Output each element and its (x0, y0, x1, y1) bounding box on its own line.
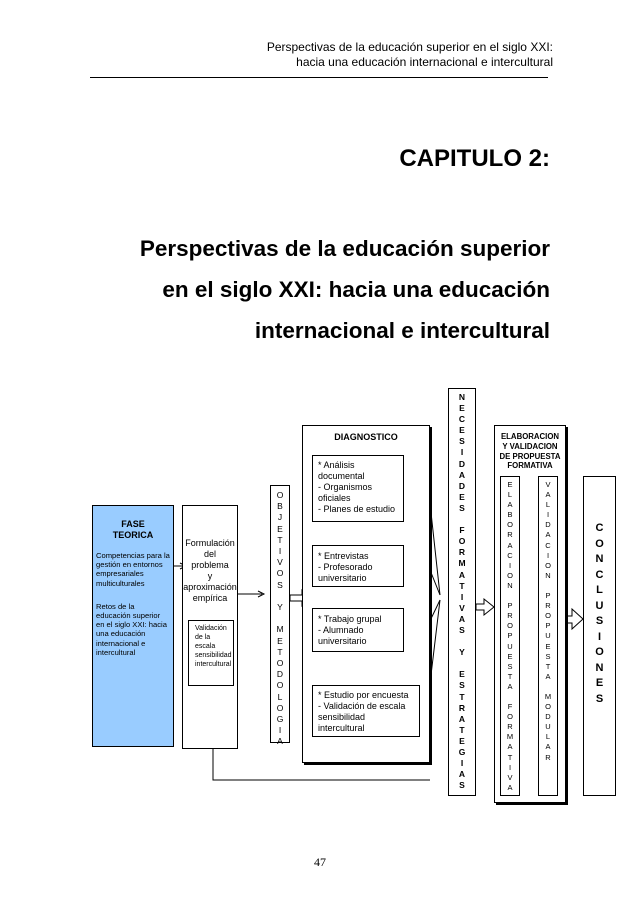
elaboracion-column-2 (538, 476, 558, 796)
necesidades-estrategias-text: N E C E S I D A D E S F O R M A T I V A S Y E S T R A T E G I A S (458, 392, 466, 791)
chapter-title-line2: en el siglo XXI: hacia una educación (162, 277, 550, 302)
diagnostico-item-analisis-text: * Análisis documental - Organismos oficiales - Planes de estudio (318, 460, 396, 514)
diagnostico-item-encuesta (312, 685, 420, 737)
fase-teorica-box (92, 505, 174, 747)
elaboracion-title: ELABORACION Y VALIDACION DE PROPUESTA FORMATIVA (499, 432, 561, 471)
running-header-line1: Perspectivas de la educación superior en el siglo XXI: (266, 40, 553, 54)
fase-teorica-text-1: Competencias para la gestión en entornos empresariales multiculturales (96, 551, 170, 588)
validacion-text: Validación de la escala sensibilidad intercultural (195, 625, 232, 668)
chapter-title-line3: internacional e intercultural (254, 318, 550, 343)
elaboracion-column-1-text: E L A B O R A C I O N P R O P U E S T A F O R M A T I V A (506, 480, 514, 792)
chapter-title-line1: Perspectivas de la educación superior (139, 236, 550, 261)
diagnostico-item-analisis (312, 455, 404, 522)
objetivos-metodologia-text: O B J E T I V O S Y M E T O D O L O G I A (276, 490, 284, 747)
diagnostico-title: DIAGNOSTICO (334, 432, 398, 442)
diagnostico-item-trabajo-grupal (312, 608, 404, 652)
diagnostico-item-encuesta-text: * Estudio por encuesta - Validación de escala sensibilidad intercultural (318, 690, 409, 733)
conclusiones-text: C O N C L U S I O N E S (595, 522, 604, 705)
diagnostico-item-entrevistas (312, 545, 404, 587)
page-number: 47 (314, 855, 326, 869)
validacion-box (188, 620, 234, 686)
elaboracion-column-1 (500, 476, 520, 796)
diagnostico-item-trabajo-grupal-text: * Trabajo grupal - Alumnado universitario (318, 614, 382, 646)
formulacion-text: Formulación del problema y aproximación empírica (183, 538, 237, 603)
fase-teorica-text-2: Retos de la educación superior en el siglo XXI: hacia una educación internacional e intercultural (96, 601, 167, 657)
objetivos-metodologia-box (270, 485, 290, 747)
diagnostico-item-entrevistas-text: * Entrevistas - Profesorado universitario (318, 551, 373, 583)
elaboracion-column-2-text: V A L I D A C I O N P R O P U E S T A M O D U L A R (544, 480, 552, 762)
necesidades-estrategias-box (448, 388, 476, 796)
running-header-line2: hacia una educación internacional e intercultural (296, 55, 553, 69)
conclusiones-box (583, 476, 616, 796)
fase-teorica-title: FASE TEORICA (112, 519, 154, 540)
chapter-heading: CAPITULO 2: (399, 145, 550, 172)
